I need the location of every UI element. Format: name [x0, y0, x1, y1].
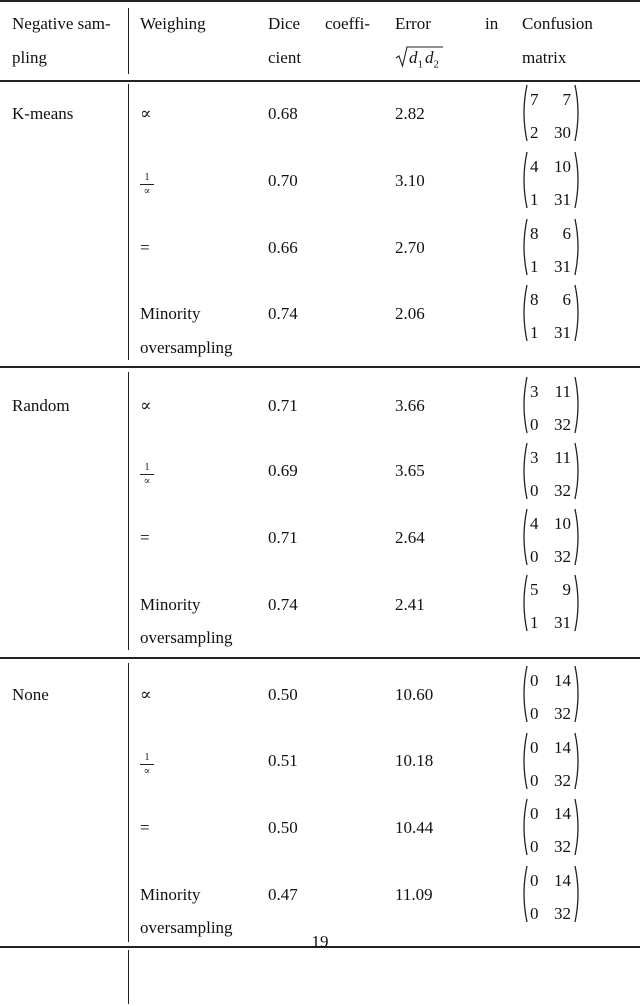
- left-bracket: [524, 377, 527, 433]
- matrix-cell: 31: [554, 323, 571, 342]
- matrix-cell: 8: [530, 290, 539, 309]
- confusion-matrix: [520, 440, 582, 502]
- matrix-cell: 0: [530, 547, 539, 566]
- matrix-cell: 31: [554, 613, 571, 632]
- matrix-cell: 0: [530, 804, 539, 823]
- right-bracket: [575, 666, 578, 722]
- matrix-cell: 0: [530, 871, 539, 890]
- matrix-cell: 1: [530, 613, 539, 632]
- confusion-matrix: [520, 374, 582, 436]
- error-value: 2.64: [395, 528, 425, 547]
- dice-value: 0.47: [268, 885, 298, 904]
- matrix-cell: 14: [554, 671, 571, 690]
- header-dice-word2: coeffi-: [325, 14, 370, 33]
- weight-inverse-fraction: 1 ∝: [140, 752, 154, 777]
- dice-value: 0.70: [268, 171, 298, 190]
- matrix-cell: 32: [554, 904, 571, 923]
- matrix-cell: 0: [530, 704, 539, 723]
- weight-minority-line1: Minority: [140, 304, 201, 323]
- dice-value: 0.50: [268, 685, 298, 704]
- matrix-cell: 4: [530, 157, 539, 176]
- left-bracket: [524, 443, 527, 499]
- group-divider-random: [0, 657, 640, 659]
- confusion-matrix: [520, 282, 582, 344]
- matrix-cell: 7: [530, 90, 539, 109]
- confusion-matrix: [520, 149, 582, 211]
- matrix-cell: 10: [554, 514, 571, 533]
- matrix-cell: 3: [530, 448, 539, 467]
- kmeans-column-divider: [128, 84, 129, 360]
- weight-inverse-fraction: 1 ∝: [140, 172, 154, 197]
- matrix-cell: 10: [554, 157, 571, 176]
- left-bracket: [524, 152, 527, 208]
- error-value: 2.06: [395, 304, 425, 323]
- matrix-cell: 11: [554, 382, 571, 401]
- random-column-divider: [128, 372, 129, 650]
- matrix-cell: 11: [554, 448, 571, 467]
- dice-value: 0.71: [268, 396, 298, 415]
- header-negative-sampling-line2: pling: [12, 48, 47, 67]
- none-column-divider: [128, 663, 129, 942]
- weight-minority-line1: Minority: [140, 595, 201, 614]
- header-column-divider: [128, 8, 129, 74]
- error-value: 10.60: [395, 685, 434, 704]
- error-value: 3.10: [395, 171, 425, 190]
- right-bracket: [575, 377, 578, 433]
- dice-value: 0.74: [268, 595, 298, 614]
- matrix-cell: 6: [562, 290, 571, 309]
- weight-equal: =: [140, 528, 150, 547]
- dice-value: 0.71: [268, 528, 298, 547]
- left-bracket: [524, 219, 527, 275]
- error-value: 2.82: [395, 104, 425, 123]
- matrix-cell: 0: [530, 481, 539, 500]
- error-value: 10.18: [395, 751, 434, 770]
- matrix-cell: 1: [530, 323, 539, 342]
- weight-minority-line1: Minority: [140, 885, 201, 904]
- left-bracket: [524, 666, 527, 722]
- right-bracket: [575, 799, 578, 855]
- matrix-cell: 32: [554, 771, 571, 790]
- matrix-cell: 0: [530, 771, 539, 790]
- matrix-cell: 14: [554, 738, 571, 757]
- weight-minority-line2: oversampling: [140, 918, 233, 937]
- right-bracket: [575, 443, 578, 499]
- trailing-column-divider: [128, 950, 129, 1004]
- confusion-matrix: [520, 572, 582, 634]
- dice-value: 0.69: [268, 461, 298, 480]
- matrix-cell: 5: [530, 580, 539, 599]
- matrix-cell: 1: [530, 190, 539, 209]
- weight-equal: =: [140, 818, 150, 837]
- left-bracket: [524, 509, 527, 565]
- group-name-none: None: [12, 685, 49, 704]
- right-bracket: [575, 575, 578, 631]
- confusion-matrix: [520, 216, 582, 278]
- group-name-random: Random: [12, 396, 70, 415]
- right-bracket: [575, 285, 578, 341]
- matrix-cell: 30: [554, 123, 571, 142]
- matrix-cell: 32: [554, 415, 571, 434]
- matrix-cell: 8: [530, 224, 539, 243]
- error-value: 3.65: [395, 461, 425, 480]
- matrix-cell: 7: [562, 90, 571, 109]
- matrix-cell: 2: [530, 123, 539, 142]
- dice-value: 0.68: [268, 104, 298, 123]
- right-bracket: [575, 85, 578, 141]
- matrix-cell: 0: [530, 837, 539, 856]
- matrix-cell: 1: [530, 257, 539, 276]
- dice-value: 0.51: [268, 751, 298, 770]
- matrix-cell: 0: [530, 415, 539, 434]
- error-value: 2.70: [395, 238, 425, 257]
- matrix-cell: 6: [562, 224, 571, 243]
- header-confusion-line2: matrix: [522, 48, 567, 67]
- left-bracket: [524, 85, 527, 141]
- error-value: 11.09: [395, 885, 433, 904]
- matrix-cell: 32: [554, 704, 571, 723]
- matrix-cell: 0: [530, 671, 539, 690]
- right-bracket: [575, 152, 578, 208]
- left-bracket: [524, 285, 527, 341]
- confusion-matrix: [520, 730, 582, 792]
- header-error-formula: [395, 44, 455, 70]
- group-name-kmeans: K-means: [12, 104, 74, 123]
- dice-value: 0.66: [268, 238, 298, 257]
- matrix-cell: 14: [554, 804, 571, 823]
- left-bracket: [524, 575, 527, 631]
- weight-minority-line2: oversampling: [140, 338, 233, 357]
- matrix-cell: 3: [530, 382, 539, 401]
- header-dice-word1: Dice: [268, 14, 301, 33]
- confusion-matrix: [520, 863, 582, 925]
- weight-inverse-fraction: 1 ∝: [140, 462, 154, 487]
- confusion-matrix: [520, 663, 582, 725]
- matrix-cell: 0: [530, 904, 539, 923]
- error-value: 3.66: [395, 396, 425, 415]
- matrix-cell: 14: [554, 871, 571, 890]
- matrix-cell: 9: [562, 580, 571, 599]
- group-divider-kmeans: [0, 366, 640, 368]
- error-value: 2.41: [395, 595, 425, 614]
- header-error-word1: Error: [395, 14, 431, 33]
- weight-minority-line2: oversampling: [140, 628, 233, 647]
- right-bracket: [575, 866, 578, 922]
- matrix-cell: 31: [554, 257, 571, 276]
- weight-proportional: ∝: [140, 396, 152, 415]
- right-bracket: [575, 219, 578, 275]
- confusion-matrix: [520, 82, 582, 144]
- dice-value: 0.50: [268, 818, 298, 837]
- matrix-cell: 32: [554, 547, 571, 566]
- header-negative-sampling-line1: Negative sam-: [12, 14, 111, 33]
- left-bracket: [524, 866, 527, 922]
- error-value: 10.44: [395, 818, 434, 837]
- right-bracket: [575, 733, 578, 789]
- error-d1: $d_1$: [409, 48, 423, 71]
- matrix-cell: 32: [554, 481, 571, 500]
- header-confusion-line1: Confusion: [522, 14, 593, 33]
- weight-proportional: ∝: [140, 685, 152, 704]
- header-weighing: Weighing: [140, 14, 206, 33]
- confusion-matrix: [520, 796, 582, 858]
- dice-value: 0.74: [268, 304, 298, 323]
- confusion-matrix: [520, 506, 582, 568]
- right-bracket: [575, 509, 578, 565]
- header-error-word2: in: [485, 14, 499, 33]
- weight-proportional: ∝: [140, 104, 152, 123]
- page-number: 19: [311, 932, 329, 951]
- left-bracket: [524, 799, 527, 855]
- error-d2: $d_2$: [425, 48, 439, 71]
- matrix-cell: 0: [530, 738, 539, 757]
- table-top-rule: [0, 0, 640, 2]
- matrix-cell: 32: [554, 837, 571, 856]
- weight-equal: =: [140, 238, 150, 257]
- matrix-cell: 4: [530, 514, 539, 533]
- matrix-cell: 31: [554, 190, 571, 209]
- header-dice-line2: cient: [268, 48, 302, 67]
- left-bracket: [524, 733, 527, 789]
